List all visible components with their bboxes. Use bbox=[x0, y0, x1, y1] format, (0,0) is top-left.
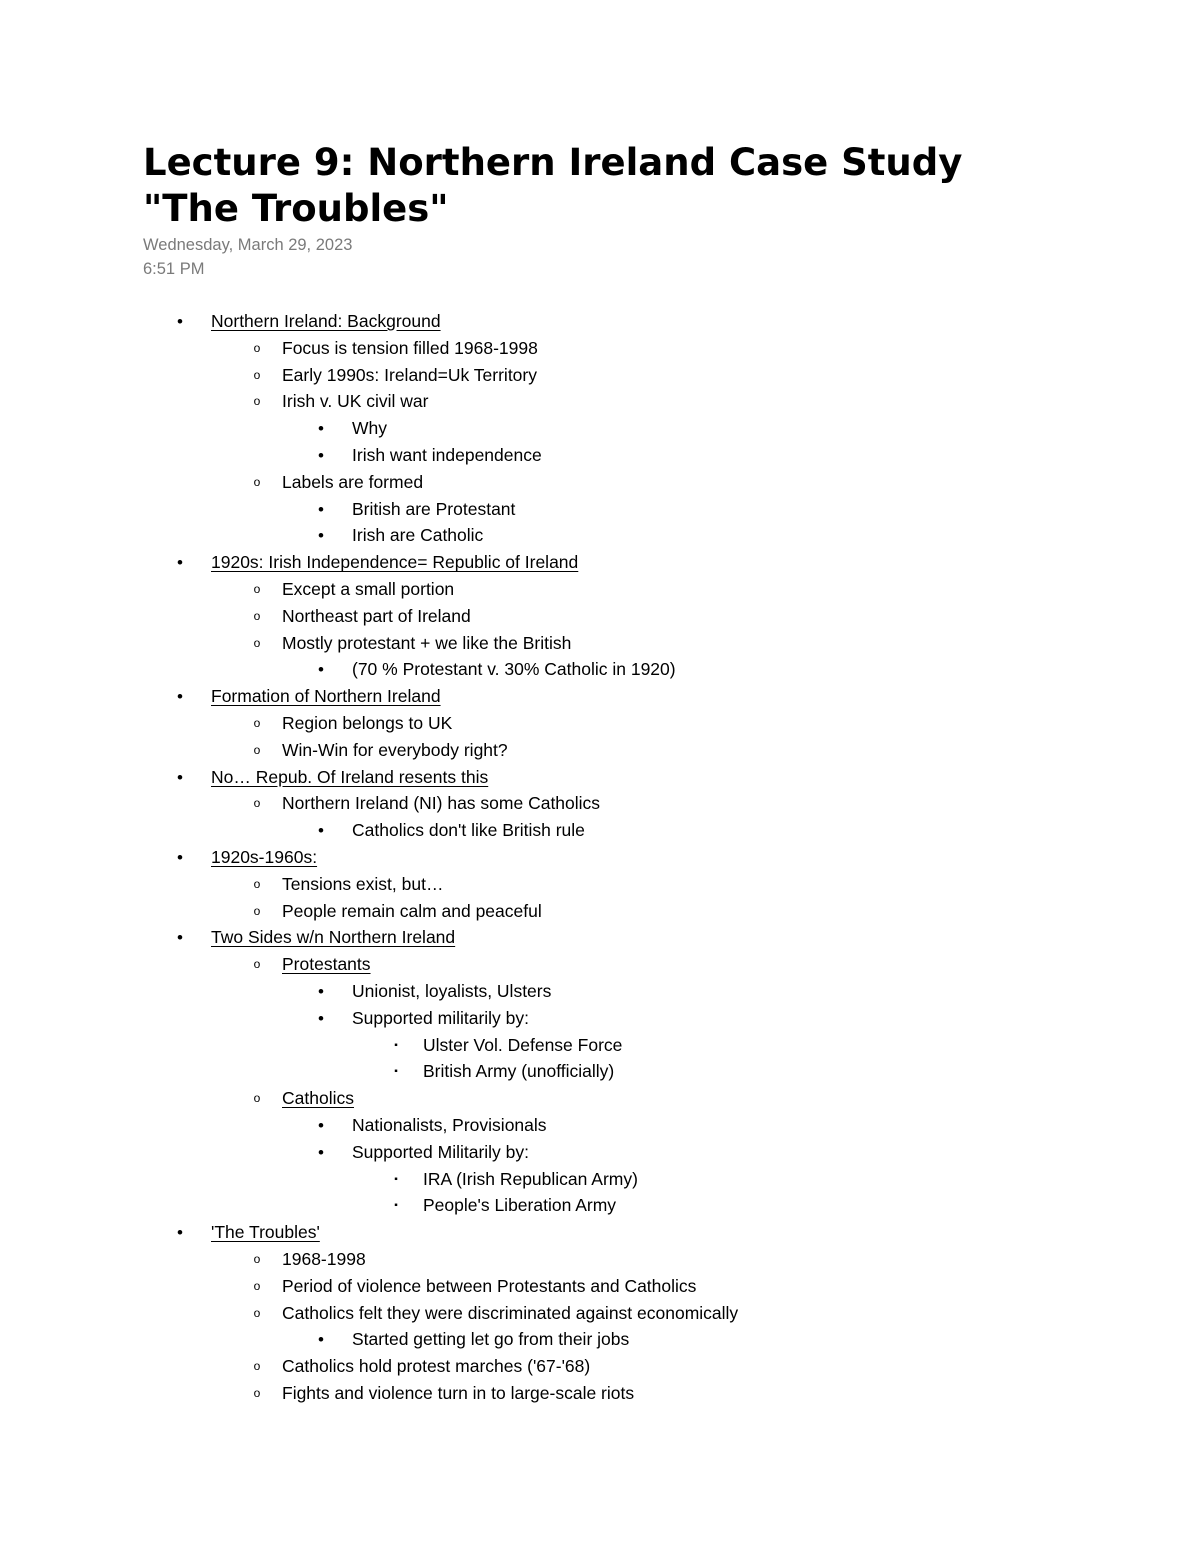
outline-item-text: Supported militarily by: bbox=[352, 1007, 530, 1028]
outline-item-text: Catholics felt they were discriminated against economically bbox=[282, 1302, 739, 1323]
page-title bbox=[143, 140, 1143, 232]
bullet-icon: o bbox=[253, 716, 261, 730]
outline-item bbox=[0, 630, 1200, 657]
bullet-icon: o bbox=[253, 367, 261, 382]
bullet-icon: o bbox=[253, 582, 261, 596]
outline-item bbox=[0, 308, 1200, 335]
bullet-icon: o bbox=[253, 635, 261, 650]
outline-item-text: (70 % Protestant v. 30% Catholic in 1920) bbox=[352, 659, 676, 680]
outline-item-text: People remain calm and peaceful bbox=[282, 900, 542, 921]
outline-item bbox=[0, 1326, 1200, 1353]
outline-item bbox=[0, 1085, 1200, 1112]
bullet-icon: • bbox=[318, 1330, 324, 1350]
outline-item bbox=[0, 656, 1200, 683]
outline-item-text: 1920s: Irish Independence= Republic of Ireland bbox=[211, 552, 579, 573]
note-date: Wednesday, March 29, 2023 bbox=[143, 236, 353, 254]
outline-item bbox=[0, 1219, 1200, 1246]
bullet-icon: o bbox=[253, 903, 261, 918]
outline-item-text: Protestants bbox=[282, 954, 371, 975]
bullet-icon: ▪ bbox=[394, 1200, 398, 1212]
bullet-icon: o bbox=[253, 876, 261, 891]
bullet-icon: ▪ bbox=[394, 1066, 398, 1078]
outline-item bbox=[0, 1166, 1200, 1193]
outline-item-text: No… Repub. Of Ireland resents this bbox=[211, 766, 489, 787]
outline-item-text: 1920s-1960s: bbox=[211, 847, 318, 867]
bullet-icon: • bbox=[177, 767, 183, 787]
outline-item bbox=[0, 898, 1200, 925]
bullet-icon: o bbox=[253, 1252, 261, 1266]
outline-item-text: Labels are formed bbox=[282, 471, 424, 492]
outline-item-text: Started getting let go from their jobs bbox=[352, 1329, 630, 1350]
outline-item-text: Unionist, loyalists, Ulsters bbox=[352, 981, 552, 1001]
outline-item-text: Fights and violence turn in to large-scale riots bbox=[282, 1383, 635, 1403]
outline-item bbox=[0, 1058, 1200, 1085]
outline-item-text: Two Sides w/n Northern Ireland bbox=[211, 927, 456, 948]
outline-item-text: Early 1990s: Ireland=Uk Territory bbox=[282, 364, 537, 385]
outline-item bbox=[0, 469, 1200, 496]
outline-item-text: Irish are Catholic bbox=[352, 525, 484, 546]
outline-item bbox=[0, 1139, 1200, 1166]
outline-item-text: Ulster Vol. Defense Force bbox=[423, 1034, 623, 1055]
bullet-icon: • bbox=[177, 1223, 183, 1243]
outline-item bbox=[0, 790, 1200, 817]
bullet-icon: • bbox=[177, 553, 183, 573]
bullet-icon: • bbox=[318, 1008, 324, 1028]
outline-item-text: Northern Ireland: Background bbox=[211, 311, 441, 331]
outline-item bbox=[0, 817, 1200, 844]
outline-item bbox=[0, 496, 1200, 523]
outline-item-text: 1968-1998 bbox=[282, 1249, 366, 1269]
bullet-icon: o bbox=[253, 796, 261, 811]
outline-item bbox=[0, 335, 1200, 362]
bullet-icon: • bbox=[318, 982, 324, 1001]
outline-item-text: 'The Troubles' bbox=[211, 1222, 320, 1243]
outline-item bbox=[0, 1112, 1200, 1139]
bullet-icon: • bbox=[318, 1116, 324, 1135]
outline-item bbox=[0, 764, 1200, 791]
outline-item-text: British are Protestant bbox=[352, 498, 516, 519]
bullet-icon: o bbox=[253, 957, 261, 972]
outline-item-text: Supported Militarily by: bbox=[352, 1141, 530, 1162]
outline-item-text: Irish v. UK civil war bbox=[282, 391, 429, 412]
outline-item-text: Northern Ireland (NI) has some Catholics bbox=[282, 793, 601, 814]
outline-item bbox=[0, 522, 1200, 549]
bullet-icon: • bbox=[177, 848, 183, 867]
outline-item bbox=[0, 603, 1200, 630]
outline-item bbox=[0, 978, 1200, 1005]
bullet-icon: o bbox=[253, 340, 261, 355]
outline-item-text: Catholics bbox=[282, 1088, 354, 1109]
outline-item-text: Catholics don't like British rule bbox=[352, 820, 585, 841]
bullet-icon: o bbox=[253, 1386, 261, 1400]
title-line-1: Lecture 9: Northern Ireland Case Study bbox=[143, 141, 963, 184]
outline-item bbox=[0, 1246, 1200, 1273]
outline-item bbox=[0, 1353, 1200, 1380]
outline-item-text: People's Liberation Army bbox=[423, 1195, 617, 1216]
outline-item-text: Why bbox=[352, 418, 387, 439]
outline-item bbox=[0, 683, 1200, 710]
bullet-icon: ▪ bbox=[394, 1173, 398, 1185]
outline-item bbox=[0, 844, 1200, 871]
bullet-icon: o bbox=[253, 1278, 261, 1293]
outline-item-text: Except a small portion bbox=[282, 579, 455, 599]
outline-item bbox=[0, 1380, 1200, 1407]
bullet-icon: o bbox=[253, 1091, 261, 1106]
bullet-icon: o bbox=[253, 1359, 261, 1374]
bullet-icon: o bbox=[253, 394, 261, 409]
outline-item-text: British Army (unofficially) bbox=[423, 1061, 615, 1082]
outline-item bbox=[0, 924, 1200, 951]
outline-item-text: Focus is tension filled 1968-1998 bbox=[282, 337, 538, 358]
outline-item-text: IRA (Irish Republican Army) bbox=[423, 1168, 638, 1189]
outline-item bbox=[0, 362, 1200, 389]
outline-item-text: Tensions exist, but… bbox=[282, 873, 444, 894]
outline-item-text: Nationalists, Provisionals bbox=[352, 1115, 547, 1135]
outline-item bbox=[0, 1273, 1200, 1300]
note-time: 6:51 PM bbox=[143, 260, 205, 278]
outline-item-text: Catholics hold protest marches ('67-'68) bbox=[282, 1356, 591, 1377]
outline-item bbox=[0, 710, 1200, 737]
bullet-icon: • bbox=[318, 1142, 324, 1162]
title-line-2: "The Troubles" bbox=[143, 187, 449, 230]
outline-item-text: Period of violence between Protestants and Catholics bbox=[282, 1275, 697, 1296]
outline-item-text: Irish want independence bbox=[352, 445, 542, 465]
outline-item bbox=[0, 871, 1200, 898]
outline-item bbox=[0, 415, 1200, 442]
bullet-icon: ▪ bbox=[394, 1039, 398, 1051]
outline-item bbox=[0, 442, 1200, 469]
bullet-icon: o bbox=[253, 1305, 261, 1320]
bullet-icon: • bbox=[177, 687, 183, 707]
bullet-icon: o bbox=[253, 608, 261, 623]
outline-item bbox=[0, 1032, 1200, 1059]
outline-item-text: Northeast part of Ireland bbox=[282, 605, 471, 626]
outline-item-text: Win-Win for everybody right? bbox=[282, 739, 508, 760]
outline-item-text: Formation of Northern Ireland bbox=[211, 686, 441, 707]
outline-item bbox=[0, 388, 1200, 415]
outline-item bbox=[0, 1005, 1200, 1032]
bullet-icon: • bbox=[177, 312, 183, 331]
bullet-icon: • bbox=[318, 499, 324, 519]
bullet-icon: • bbox=[318, 446, 324, 465]
bullet-icon: • bbox=[318, 821, 324, 841]
outline-item bbox=[0, 1192, 1200, 1219]
bullet-icon: o bbox=[253, 742, 261, 757]
bullet-icon: • bbox=[318, 419, 324, 439]
outline-item bbox=[0, 549, 1200, 576]
bullet-icon: • bbox=[318, 526, 324, 546]
outline-item-text: Mostly protestant + we like the British bbox=[282, 632, 572, 653]
bullet-icon: • bbox=[177, 928, 183, 948]
outline-item bbox=[0, 576, 1200, 603]
outline-item bbox=[0, 951, 1200, 978]
outline-item bbox=[0, 1300, 1200, 1327]
bullet-icon: • bbox=[318, 660, 324, 680]
outline-item bbox=[0, 737, 1200, 764]
outline-item-text: Region belongs to UK bbox=[282, 713, 453, 733]
bullet-icon: o bbox=[253, 474, 261, 489]
